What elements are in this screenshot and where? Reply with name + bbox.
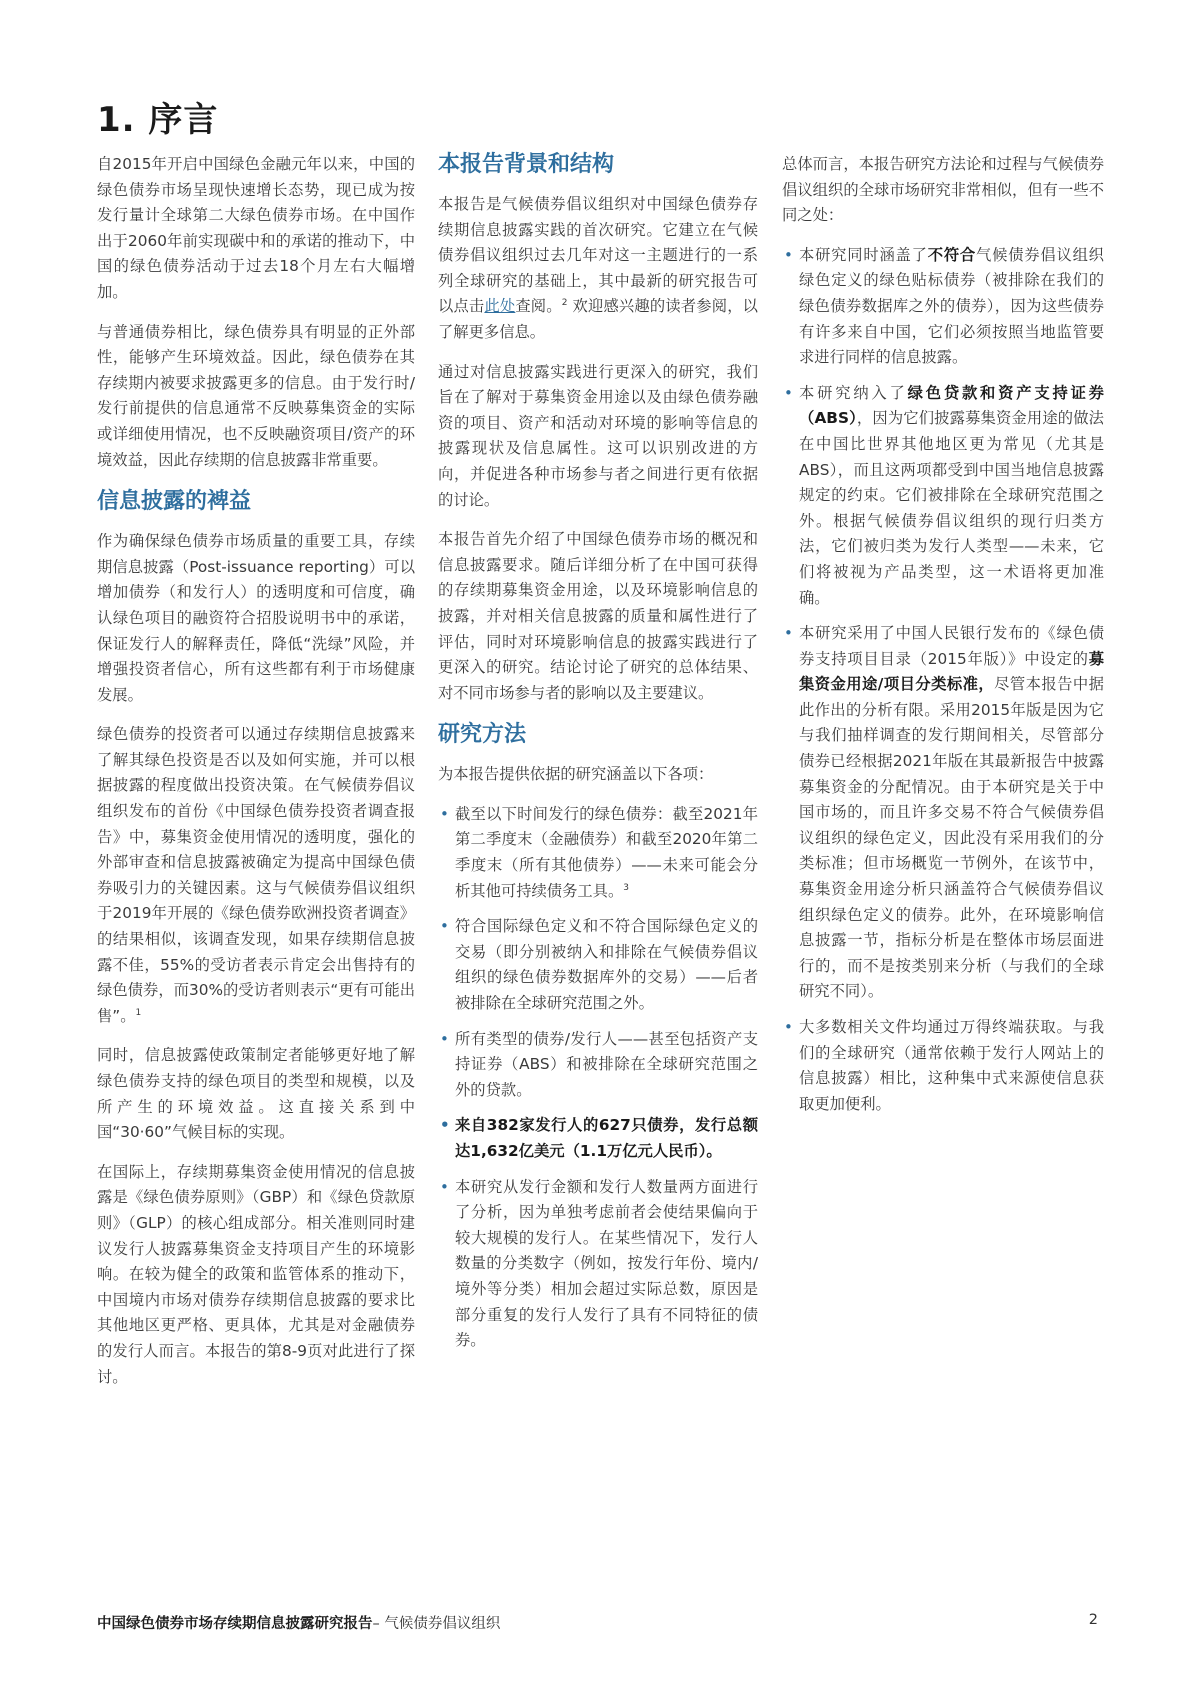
benefits-paragraph-2 (97, 722, 415, 1029)
background-paragraph-1-text-b: 查阅。 (515, 297, 562, 316)
difference-item-2-text-b: ，因为它们披露募集资金用途的做法在中国比世界其他地区更为常见（尤其是ABS），而且这两项都受到中国当地信息披露规定的约束。它们被排除在全球研究范围之外。根据气候债券倡议组织的现行归类方法，它们被归类为发行人类型——未来，它们将被视为产品类型，这一术语将更加准确。 (799, 409, 1104, 607)
difference-item-3-text-b: 尽管本报告中据此作出的分析有限。采用2015年版是因为它与我们抽样调查的发行期间相关，尽管部分债券已经根据2021年版在其最新报告中披露募集资金的分配情况。由于本研究是关于中国市场的，而且许多交易不符合气候债券倡议组织的绿色定义，因此没有采用我们的分类标准；但市场概览一节例外，在该节中，募集资金用途分析只涵盖符合气候债券倡议组织绿色定义的债券。此外，在环境影响信息披露一节，指标分析是在整体市场层面进行的，而不是按类别来分析（与我们的全球研究不同）。 (799, 675, 1104, 1001)
column-2 (438, 152, 758, 1364)
footer-separator: – (372, 1616, 385, 1632)
difference-item-1-text-a: 本研究同时涵盖了 (799, 245, 928, 264)
methodology-item-4: • 来自382家发行人的627只债券，发行总额达1,632亿美元（1.1万亿元人民币）。 (438, 1113, 758, 1164)
methodology-item-1 (438, 802, 758, 904)
page-number: 2 (1088, 1612, 1098, 1628)
differences-list (782, 243, 1104, 1118)
section-heading-methodology: 研究方法 (438, 722, 527, 748)
differences-intro: 总体而言，本报告研究方法论和过程与气候债券倡议组织的全球市场研究非常相似，但有一些不同之处： (782, 155, 1104, 225)
page-title: 1. 序言 (97, 100, 219, 140)
difference-item-3 (782, 621, 1104, 1005)
difference-item-2 (782, 381, 1104, 611)
methodology-list (438, 802, 758, 1354)
page-footer (97, 1612, 500, 1633)
methodology-item-3: • 所有类型的债券/发行人——甚至包括资产支持证券（ABS）和被排除在全球研究范围之外的贷款。 (438, 1027, 758, 1104)
difference-item-4: • 大多数相关文件均通过万得终端获取。与我们的全球研究（通常依赖于发行人网站上的信息披露）相比，这种集中式来源使信息获取更加便利。 (782, 1015, 1104, 1117)
column-3 (782, 152, 1104, 1127)
methodology-item-1-text: 截至以下时间发行的绿色债券：截至2021年第二季度末（金融债券）和截至2020年第二季度末（所有其他债券）——未来可能会分析其他可持续债务工具。 (455, 804, 758, 900)
difference-item-2-text-a: 本研究纳入了 (799, 383, 908, 402)
methodology-item-5: • 本研究从发行金额和发行人数量两方面进行了分析，因为单独考虑前者会使结果偏向于较大规模的发行人。在某些情况下，发行人数量的分类数字（例如，按发行年份、境内/境外等分类）相加会超过实际总数，原因是部分重复的发行人发行了具有不同特征的债券。 (438, 1175, 758, 1354)
footer-report-title: 中国绿色债券市场存续期信息披露研究报告 (97, 1616, 373, 1632)
footnote-ref-3[interactable]: 3 (623, 882, 630, 893)
background-paragraph-3: 本报告首先介绍了中国绿色债券市场的概况和信息披露要求。随后详细分析了在中国可获得的存续期募集资金用途，以及环境影响信息的披露，并对相关信息披露的质量和属性进行了评估，同时对环境影响信息的披露实践进行了更深入的研究。结论讨论了研究的总体结果、对不同市场参与者的影响以及主要建议。 (438, 530, 758, 702)
benefits-paragraph-1: 作为确保绿色债券市场质量的重要工具，存续期信息披露（Post-issuance reporting）可以增加债券（和发行人）的透明度和可信度，确认绿色项目的融资符合招股说明书中的承诺，保证发行人的解释责任，降低“洗绿”风险，并增强投资者信心，所有这些都有利于市场健康发展。 (97, 532, 415, 704)
footnote-ref-2[interactable]: 2 (561, 298, 568, 309)
section-heading-background: 本报告背景和结构 (438, 152, 615, 177)
footnote-ref-1[interactable]: 1 (135, 1007, 142, 1018)
difference-item-3-text-a: 本研究采用了中国人民银行发布的《绿色债券支持项目目录（2015年版）》中设定的 (799, 624, 1104, 668)
intro-paragraph-1: 自2015年开启中国绿色金融元年以来，中国的绿色债券市场呈现快速增长态势，现已成为按发行量计全球第二大绿色债券市场。在中国作出于2060年前实现碳中和的承诺的推动下，中国的绿色债券活动于过去18个月左右大幅增加。 (97, 155, 415, 301)
benefits-paragraph-2-text: 绿色债券的投资者可以通过存续期信息披露来了解其绿色投资是否以及如何实施，并可以根据披露的程度做出投资决策。在气候债券倡议组织发布的首份《中国绿色债券投资者调查报告》中，募集资金使用情况的透明度，强化的外部审查和信息披露被确定为提高中国绿色债券吸引力的关键因素。这与气候债券倡议组织于2019年开展的《绿色债券欧洲投资者调查》的结果相似，该调查发现，如果存续期信息披露不佳，55%的受访者表示肯定会出售持有的绿色债券，而30%的受访者则表示“更有可能出售”。 (97, 725, 415, 1025)
benefits-paragraph-3: 同时，信息披露使政策制定者能够更好地了解绿色债券支持的绿色项目的类型和规模，以及所产生的环境效益。这直接关系到中国“30·60”气候目标的实现。 (97, 1046, 415, 1142)
section-heading-benefits: 信息披露的裨益 (97, 489, 252, 515)
column-1 (97, 152, 415, 1404)
footer-organization: 气候债券倡议组织 (384, 1616, 501, 1632)
background-paragraph-1 (438, 192, 758, 346)
report-link[interactable]: 此处 (484, 297, 516, 316)
benefits-paragraph-4: 在国际上，存续期募集资金使用情况的信息披露是《绿色债券原则》（GBP）和《绿色贷款原则》（GLP）的核心组成部分。相关准则同时建议发行人披露募集资金支持项目产生的环境影响。在较为健全的政策和监管体系的推动下，中国境内市场对债券存续期信息披露的要求比其他地区更严格、更具体，尤其是对金融债券的发行人而言。本报告的第8-9页对此进行了探讨。 (97, 1162, 415, 1386)
background-paragraph-1-text-c: 欢迎感兴趣的读者参阅，以了解更多信息。 (438, 297, 758, 341)
intro-paragraph-2: 与普通债券相比，绿色债券具有明显的正外部性，能够产生环境效益。因此，绿色债券在其存续期内被要求披露更多的信息。由于发行时/发行前提供的信息通常不反映募集资金的实际或详细使用情况，也不反映融资项目/资产的环境效益，因此存续期的信息披露非常重要。 (97, 322, 415, 469)
difference-item-1-text-b: 气候债券倡议组织绿色定义的绿色贴标债券（被排除在我们的绿色债券数据库之外的债券），因为这些债券有许多来自中国，它们必须按照当地监管要求进行同样的信息披露。 (799, 245, 1104, 367)
methodology-item-2: • 符合国际绿色定义和不符合国际绿色定义的交易（即分别被纳入和排除在气候债券倡议组织的绿色债券数据库外的交易）——后者被排除在全球研究范围之外。 (438, 914, 758, 1016)
difference-item-1-bold: 不符合 (927, 245, 977, 264)
difference-item-2-bold: 绿色贷款和资产支持证券（ABS） (799, 383, 1104, 428)
difference-item-1 (782, 243, 1104, 371)
background-paragraph-1-text: 本报告是气候债券倡议组织对中国绿色债券存续期信息披露实践的首次研究。它建立在气候债券倡议组织过去几年对这一主题进行的一系列全球研究的基础上，其中最新的研究报告可以点击 (438, 195, 758, 316)
difference-item-3-bold: 募集资金用途/项目分类标准， (799, 649, 1104, 694)
background-paragraph-2: 通过对信息披露实践进行更深入的研究，我们旨在了解对于募集资金用途以及由绿色债券融资的项目、资产和活动对环境的影响等信息的披露现状及信息属性。这可以识别改进的方向，并促进各种市场参与者之间进行更有依据的讨论。 (438, 362, 758, 509)
methodology-intro: 为本报告提供依据的研究涵盖以下各项： (438, 765, 714, 784)
